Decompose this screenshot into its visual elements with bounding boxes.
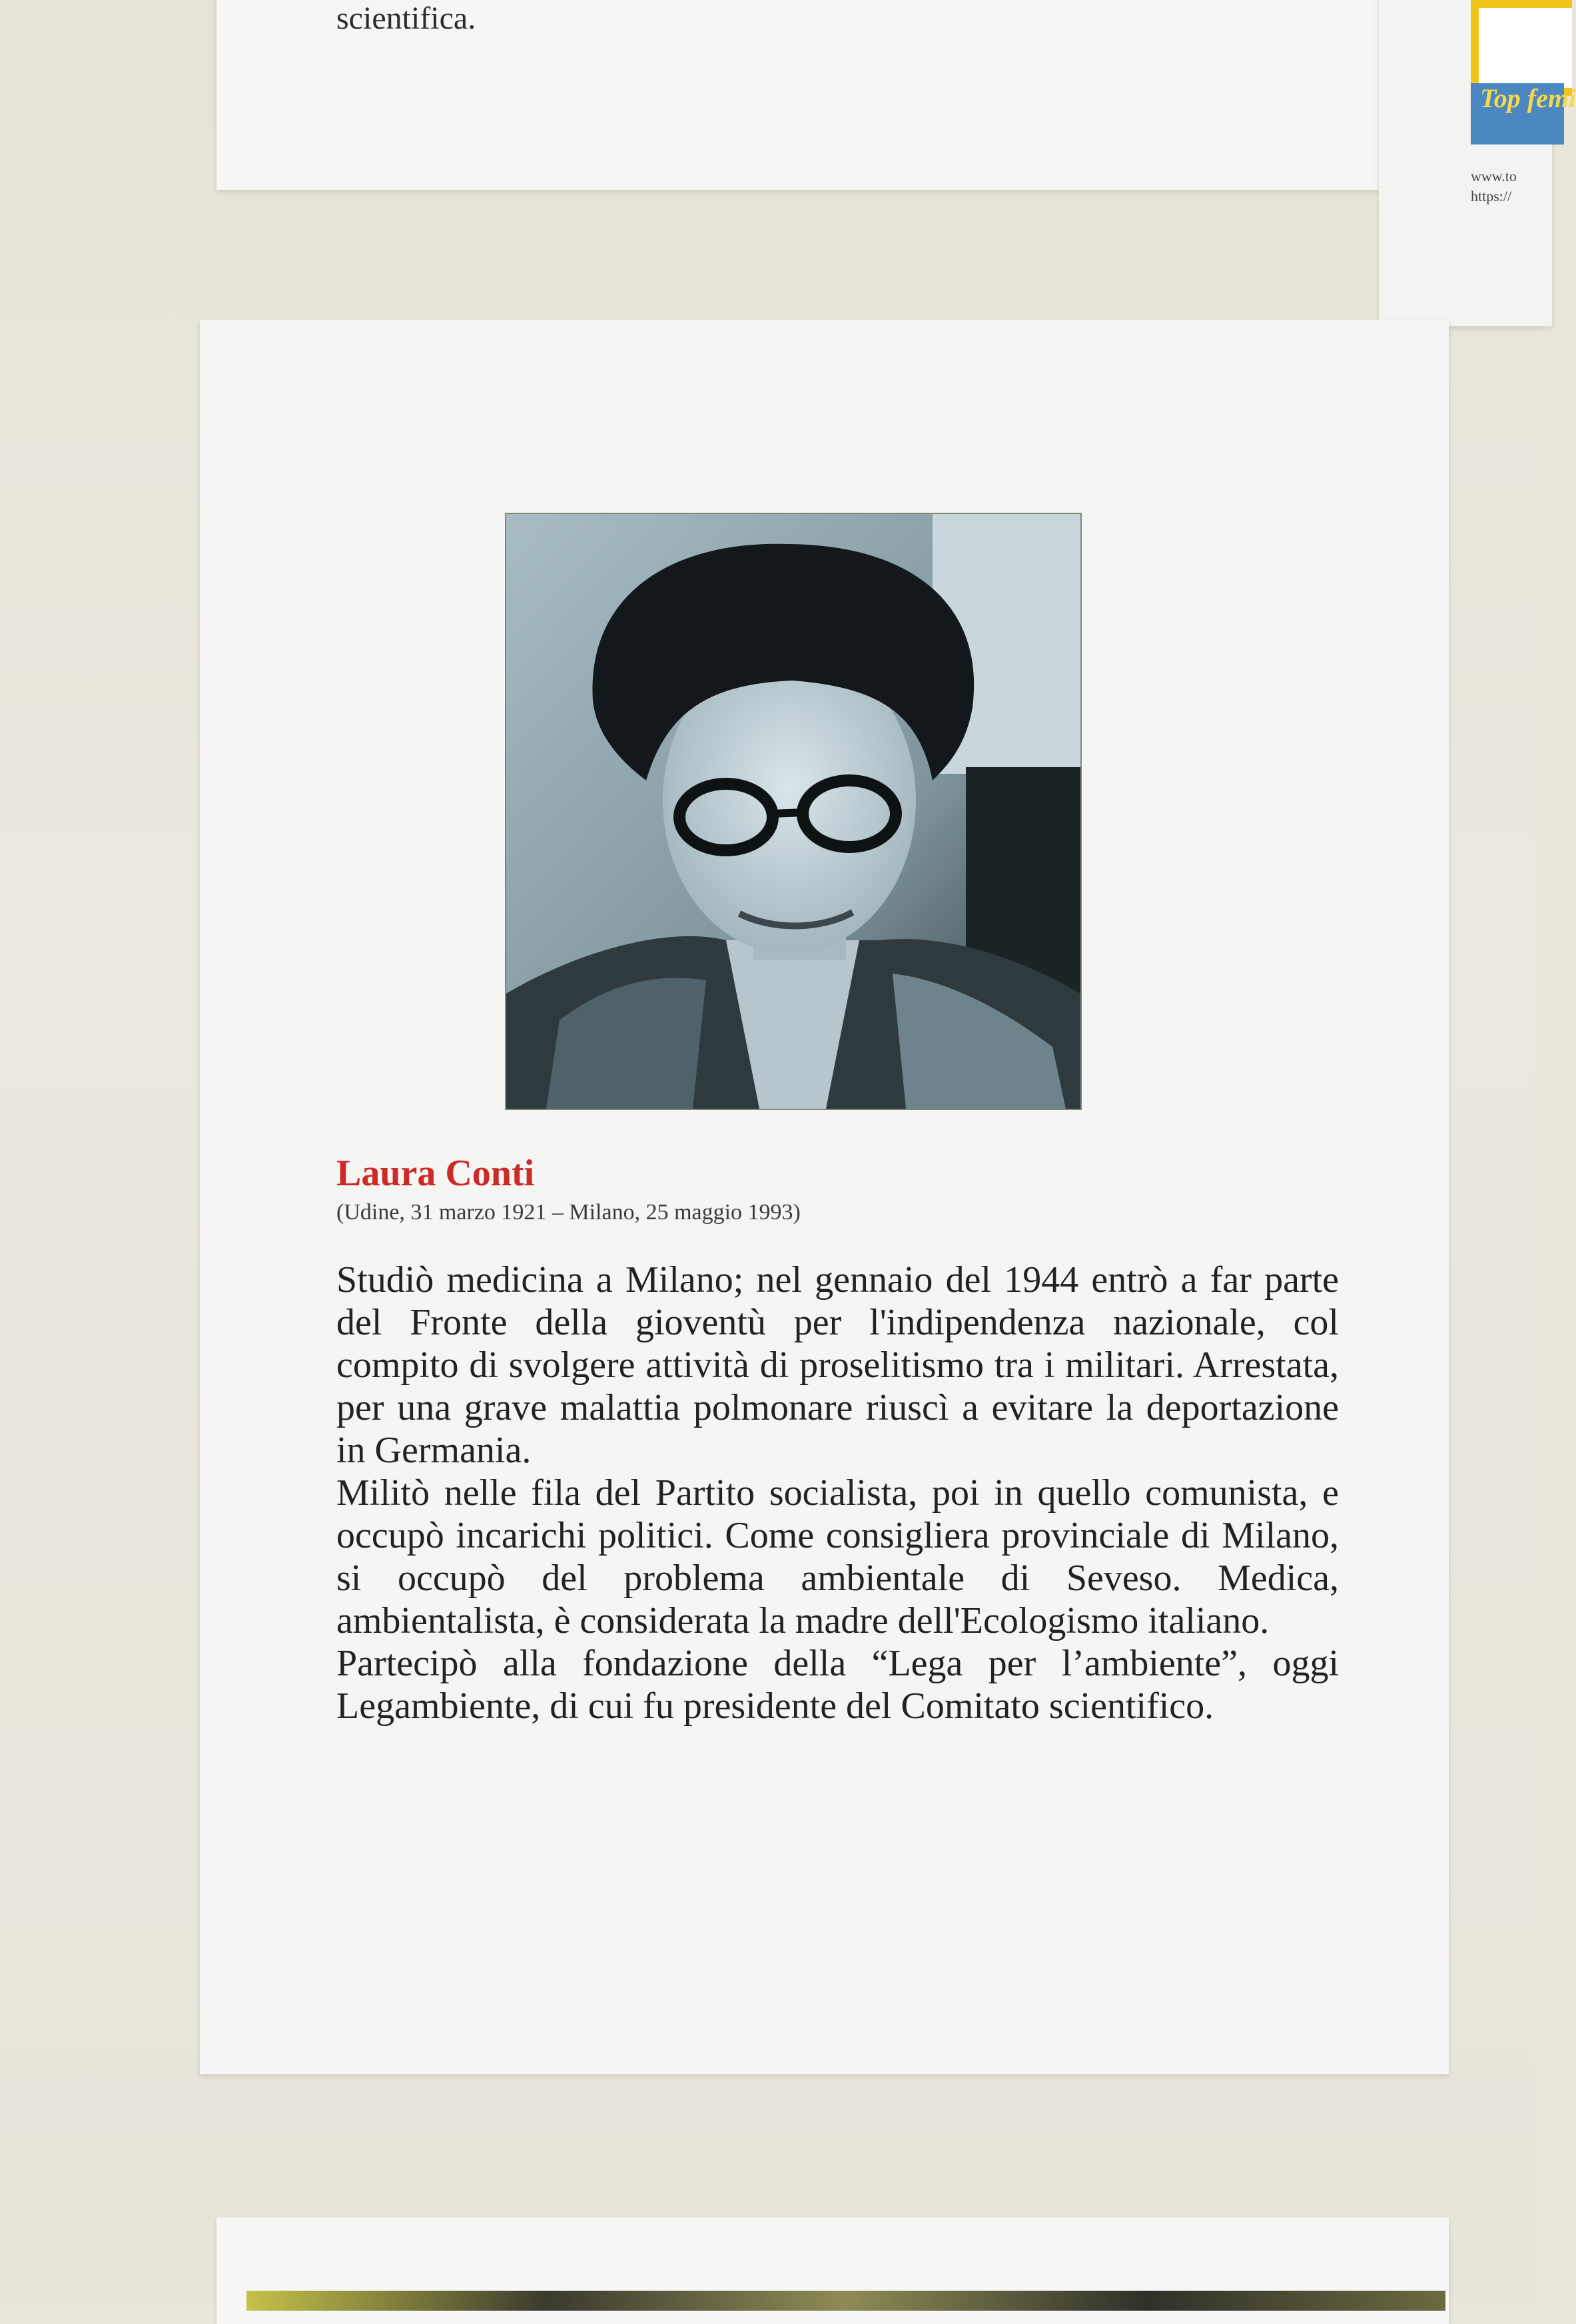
logo-band: Top femi bbox=[1471, 83, 1564, 145]
top-sheet-text: scientifica. bbox=[336, 1, 476, 36]
side-url-line-1: www.to bbox=[1471, 168, 1517, 184]
side-url bbox=[1471, 166, 1557, 206]
life-dates: (Udine, 31 marzo 1921 – Milano, 25 maggio 1993) bbox=[336, 1200, 801, 1225]
person-name: Laura Conti bbox=[336, 1153, 535, 1194]
bottom-poster-sheet bbox=[216, 2217, 1449, 2324]
portrait-photo bbox=[505, 513, 1082, 1110]
side-poster-sheet bbox=[1379, 0, 1576, 326]
bio-paragraph: Partecipò alla fondazione della “Lega per l’ambiente”, oggi Legambiente, di cui fu presidente del Comitato scientifico. bbox=[336, 1643, 1339, 1727]
portrait-illustration bbox=[506, 514, 1080, 1109]
bio-paragraph: Militò nelle fila del Partito socialista, poi in quello comunista, e occupò incarichi politici. Come consigliera provinciale di Milano, si occupò del problema ambientale di Seveso. Medica, ambientalista, è considerata la madre dell'Ecologismo italiano. bbox=[336, 1472, 1339, 1641]
biography-text bbox=[336, 1259, 1339, 1727]
logo-frame bbox=[1471, 0, 1572, 96]
main-poster-sheet bbox=[200, 320, 1449, 2074]
bottom-image-strip bbox=[246, 2291, 1445, 2311]
top-poster-sheet bbox=[216, 0, 1379, 190]
bio-paragraph: Studiò medicina a Milano; nel gennaio del 1944 entrò a far parte del Fronte della gioventù per l'indipendenza nazionale, col compito di svolgere attività di proselitismo tra i militari. Arrestata, per una grave malattia polmonare riuscì a evitare la deportazione in Germania. bbox=[336, 1259, 1339, 1471]
side-url-line-2: https:// bbox=[1471, 188, 1512, 204]
